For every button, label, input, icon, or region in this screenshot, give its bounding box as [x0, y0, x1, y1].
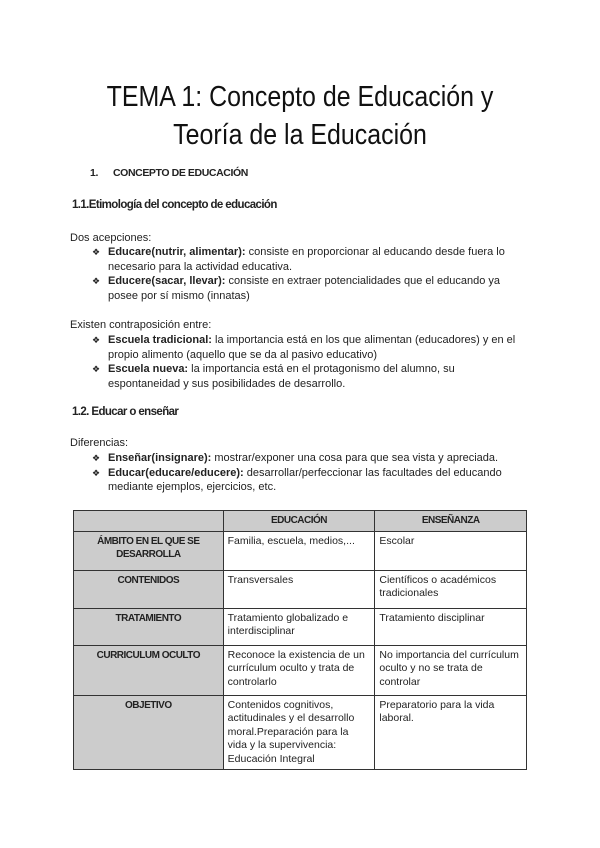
definition: desarrollar/perfeccionar las facultades del educando mediante ejemplos, ejercicios, etc.	[108, 466, 502, 493]
table-row	[74, 695, 527, 770]
subsection-heading-1-1: 1.1.Etimología del concepto de educación	[72, 199, 277, 211]
term: Escuela tradicional:	[108, 334, 212, 346]
term: Enseñar(insignare):	[108, 452, 212, 464]
header-cell: EDUCACIÓN	[223, 511, 375, 532]
row-header: CONTENIDOS	[74, 570, 224, 608]
term: Educar(educare/educere):	[108, 466, 244, 479]
table-cell: Contenidos cognitivos, actitudinales y el desarrollo moral.Preparación para la vida y la supervivencia: Educación Integral	[223, 695, 375, 770]
row-header: OBJETIVO	[74, 695, 224, 770]
header-cell	[74, 511, 224, 532]
list-item	[92, 274, 522, 303]
diamond-bullet-icon: ❖	[92, 467, 101, 478]
list-item	[92, 466, 522, 495]
escuelas-list	[92, 333, 522, 391]
list-item	[92, 333, 522, 362]
comparison-table	[73, 510, 527, 770]
diamond-bullet-icon: ❖	[92, 453, 101, 463]
row-header: TRATAMIENTO	[74, 608, 224, 645]
diferencias-list	[92, 451, 522, 495]
row-header: CURRICULUM OCULTO	[74, 645, 224, 695]
diamond-bullet-icon: ❖	[92, 364, 101, 374]
definition: la importancia está en los que alimentan (educadores) y en el propio alimento (aquello que se da al pasivo educativo)	[108, 334, 516, 361]
table-row	[74, 531, 527, 570]
definition: consiste en proporcionar al educando desde fuera lo necesario para la actividad educativa.	[108, 246, 505, 273]
list-item	[92, 362, 522, 391]
section-heading	[90, 167, 248, 179]
table-row	[74, 570, 527, 608]
table-row	[74, 608, 527, 645]
table-cell: Reconoce la existencia de un currículum oculto y trata de controlarlo	[223, 645, 375, 695]
table-header-row	[74, 511, 527, 532]
header-cell: ENSEÑANZA	[375, 511, 527, 532]
table-cell: Científicos o académicos tradicionales	[375, 570, 527, 608]
table-cell: Escolar	[375, 531, 527, 570]
table-cell: Transversales	[223, 570, 375, 608]
diamond-bullet-icon: ❖	[92, 335, 101, 345]
term: Educare(nutrir, alimentar):	[108, 246, 246, 258]
definition: la importancia está en el protagonismo del alumno, su espontaneidad y sus posibilidades de desarrollo.	[108, 363, 455, 390]
table-cell: Preparatorio para la vida laboral.	[375, 695, 527, 770]
section-label: CONCEPTO DE EDUCACIÓN	[113, 167, 248, 179]
diamond-bullet-icon: ❖	[92, 276, 101, 286]
paragraph-intro: Existen contraposición entre:	[70, 319, 212, 331]
table-cell: Tratamiento disciplinar	[375, 608, 527, 645]
table-cell: No importancia del currículum oculto y no se trata de controlar	[375, 645, 527, 695]
page-title: TEMA 1: Concepto de Educación y Teoría de la Educación	[106, 81, 494, 151]
acepciones-list	[92, 245, 522, 303]
table-cell: Familia, escuela, medios,...	[223, 531, 375, 570]
term: Educere(sacar, llevar):	[108, 275, 226, 287]
list-item	[92, 245, 522, 274]
list-item	[92, 451, 522, 466]
diamond-bullet-icon: ❖	[92, 247, 101, 257]
paragraph-intro: Dos acepciones:	[70, 232, 152, 244]
term: Escuela nueva:	[108, 363, 189, 375]
table-cell: Tratamiento globalizado e interdisciplinar	[223, 608, 375, 645]
paragraph-intro: Diferencias:	[70, 437, 129, 449]
definition: consiste en extraer potencialidades que el educando ya posee por sí mismo (innatas)	[108, 275, 500, 302]
definition: mostrar/exponer una cosa para que sea vista y apreciada.	[211, 452, 499, 464]
subsection-heading-1-2: 1.2. Educar o enseñar	[72, 406, 179, 418]
section-number: 1.	[90, 167, 98, 179]
table-row	[74, 645, 527, 695]
row-header: ÁMBITO EN EL QUE SE DESARROLLA	[74, 531, 224, 570]
